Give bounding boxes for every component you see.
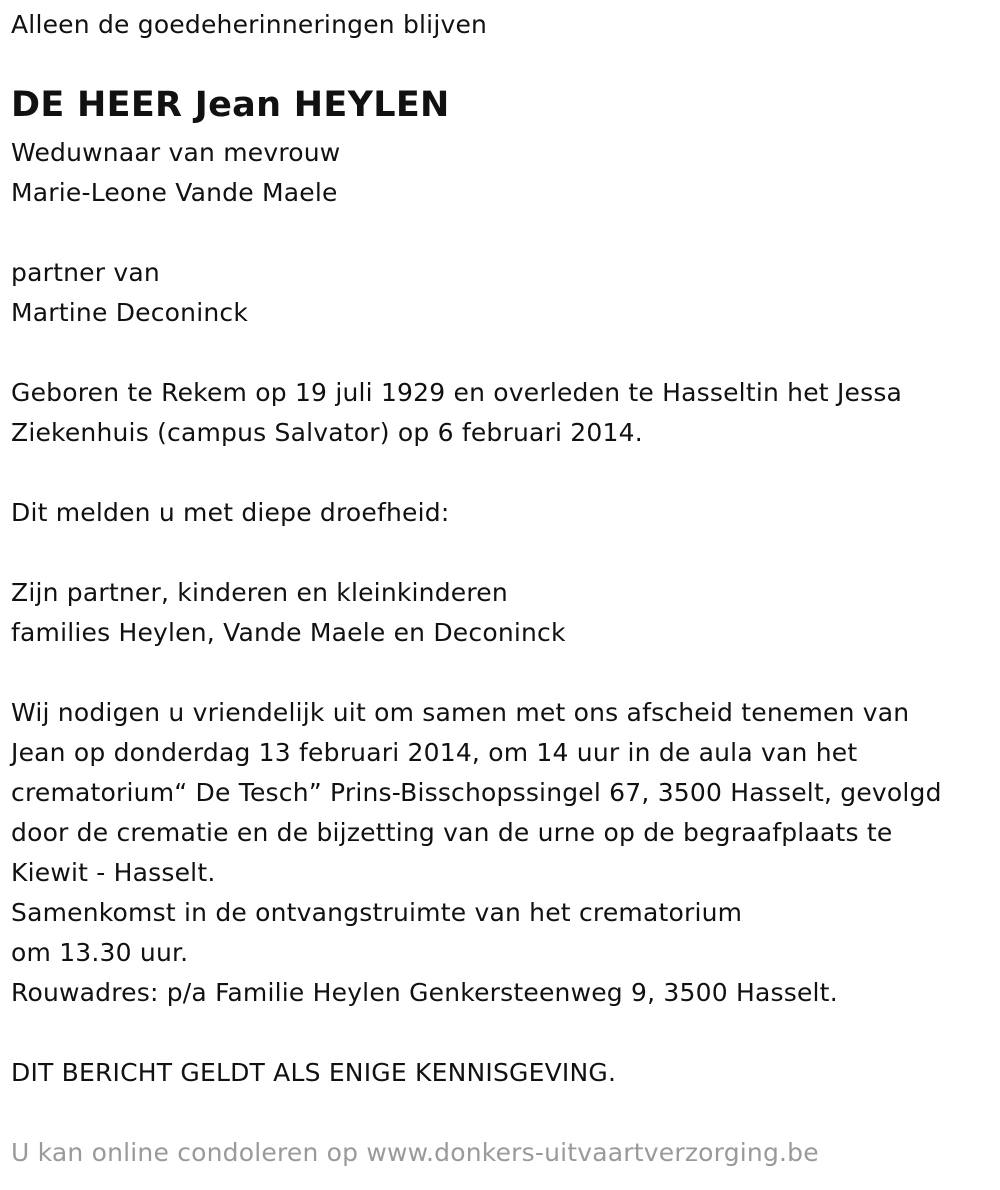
partner-line-2: Martine Deconinck <box>11 298 249 327</box>
ceremony-line-7: om 13.30 uur. <box>11 938 189 967</box>
widower-line-2: Marie-Leone Vande Maele <box>11 178 338 207</box>
ceremony-line-6: Samenkomst in de ontvangstruimte van het crematorium <box>11 898 743 927</box>
ceremony-line-1: Wij nodigen u vriendelijk uit om samen met ons afscheid tenemen van <box>11 698 910 727</box>
ceremony-line-8: Rouwadres: p/a Familie Heylen Genkersteenweg 9, 3500 Hasselt. <box>11 978 838 1007</box>
partner-line-1: partner van <box>11 258 160 287</box>
motto: Alleen de goedeherinneringen blijven <box>11 10 488 39</box>
closing-statement: DIT BERICHT GELDT ALS ENIGE KENNISGEVING. <box>11 1058 617 1087</box>
family-line-1: Zijn partner, kinderen en kleinkinderen <box>11 578 508 607</box>
ceremony-line-4: door de crematie en de bijzetting van de urne op de begraafplaats te <box>11 818 893 847</box>
birth-death-line-2: Ziekenhuis (campus Salvator) op 6 februari 2014. <box>11 418 643 447</box>
condolence-footer: U kan online condoleren op www.donkers-uitvaartverzorging.be <box>11 1138 819 1167</box>
family-line-2: families Heylen, Vande Maele en Deconinck <box>11 618 566 647</box>
deceased-name: DE HEER Jean HEYLEN <box>11 85 450 125</box>
widower-line-1: Weduwnaar van mevrouw <box>11 138 341 167</box>
ceremony-line-2: Jean op donderdag 13 februari 2014, om 14 uur in de aula van het <box>11 738 858 767</box>
birth-death-line-1: Geboren te Rekem op 19 juli 1929 en overleden te Hasseltin het Jessa <box>11 378 903 407</box>
announcement-line: Dit melden u met diepe droefheid: <box>11 498 450 527</box>
ceremony-line-3: crematorium“ De Tesch” Prins-Bisschopssingel 67, 3500 Hasselt, gevolgd <box>11 778 942 807</box>
ceremony-line-5: Kiewit - Hasselt. <box>11 858 216 887</box>
